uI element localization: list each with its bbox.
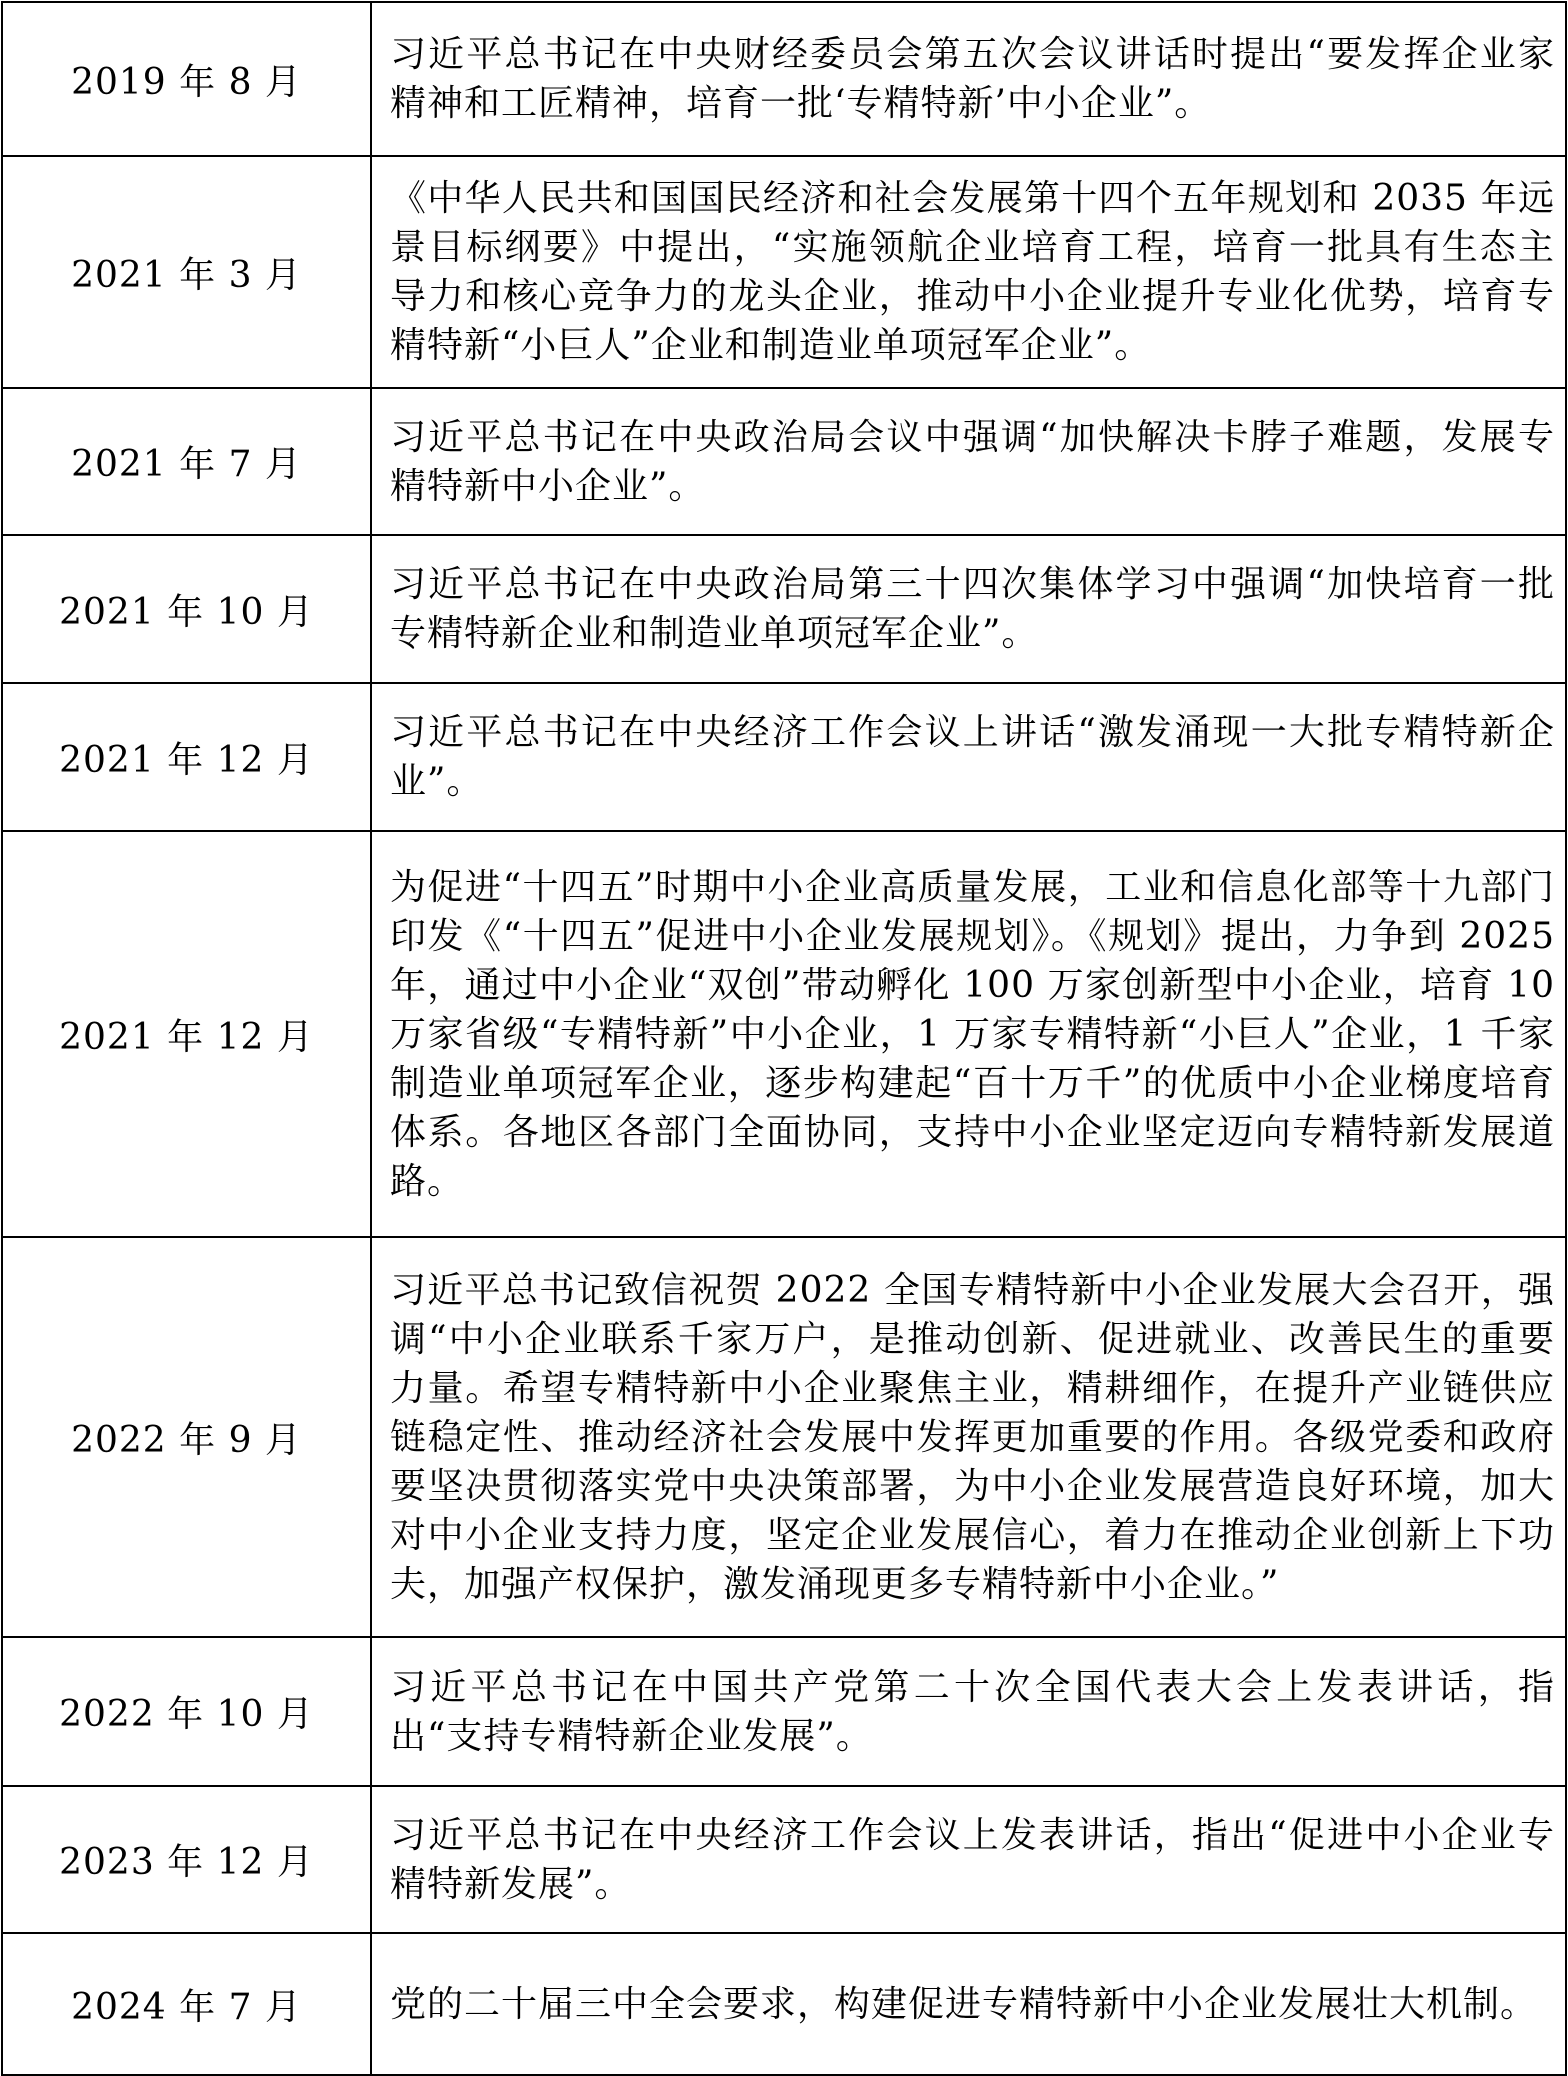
table-row [2, 535, 1566, 683]
date-cell: 2021 年 3 月 [2, 156, 371, 388]
date-cell: 2022 年 9 月 [2, 1237, 371, 1637]
date-cell: 2019 年 8 月 [2, 2, 371, 156]
description-cell: 习近平总书记在中央财经委员会第五次会议讲话时提出“要发挥企业家精神和工匠精神，培育一批‘专精特新’中小企业”。 [371, 2, 1566, 156]
table-row [2, 683, 1566, 831]
date-cell: 2021 年 12 月 [2, 683, 371, 831]
date-cell: 2022 年 10 月 [2, 1637, 371, 1786]
description-cell: 党的二十届三中全会要求，构建促进专精特新中小企业发展壮大机制。 [371, 1933, 1566, 2075]
policy-timeline-table [1, 1, 1567, 2076]
table-row [2, 156, 1566, 388]
description-cell: 习近平总书记在中国共产党第二十次全国代表大会上发表讲话，指出“支持专精特新企业发展”。 [371, 1637, 1566, 1786]
description-cell: 习近平总书记致信祝贺 2022 全国专精特新中小企业发展大会召开，强调“中小企业联系千家万户，是推动创新、促进就业、改善民生的重要力量。希望专精特新中小企业聚焦主业，精耕细作，在提升产业链供应链稳定性、推动经济社会发展中发挥更加重要的作用。各级党委和政府要坚决贯彻落实党中央决策部署，为中小企业发展营造良好环境，加大对中小企业支持力度，坚定企业发展信心，着力在推动企业创新上下功夫，加强产权保护，激发涌现更多专精特新中小企业。” [371, 1237, 1566, 1637]
date-cell: 2021 年 10 月 [2, 535, 371, 683]
table-row [2, 831, 1566, 1237]
date-cell: 2024 年 7 月 [2, 1933, 371, 2075]
description-cell: 习近平总书记在中央经济工作会议上讲话“激发涌现一大批专精特新企业”。 [371, 683, 1566, 831]
table-row [2, 388, 1566, 535]
date-cell: 2021 年 12 月 [2, 831, 371, 1237]
date-cell: 2023 年 12 月 [2, 1786, 371, 1933]
table-row [2, 1637, 1566, 1786]
table-row [2, 2, 1566, 156]
description-cell: 《中华人民共和国国民经济和社会发展第十四个五年规划和 2035 年远景目标纲要》中提出，“实施领航企业培育工程，培育一批具有生态主导力和核心竞争力的龙头企业，推动中小企业提升专业化优势，培育专精特新“小巨人”企业和制造业单项冠军企业”。 [371, 156, 1566, 388]
description-cell: 习近平总书记在中央政治局第三十四次集体学习中强调“加快培育一批专精特新企业和制造业单项冠军企业”。 [371, 535, 1566, 683]
table-row [2, 1786, 1566, 1933]
table-row [2, 1933, 1566, 2075]
table-row [2, 1237, 1566, 1637]
date-cell: 2021 年 7 月 [2, 388, 371, 535]
description-cell: 习近平总书记在中央经济工作会议上发表讲话，指出“促进中小企业专精特新发展”。 [371, 1786, 1566, 1933]
description-cell: 习近平总书记在中央政治局会议中强调“加快解决卡脖子难题，发展专精特新中小企业”。 [371, 388, 1566, 535]
description-cell: 为促进“十四五”时期中小企业高质量发展，工业和信息化部等十九部门印发《“十四五”促进中小企业发展规划》。《规划》提出，力争到 2025 年，通过中小企业“双创”带动孵化 100 万家创新型中小企业，培育 10 万家省级“专精特新”中小企业，1 万家专精特新“小巨人”企业，1 千家制造业单项冠军企业，逐步构建起“百十万千”的优质中小企业梯度培育体系。各地区各部门全面协同，支持中小企业坚定迈向专精特新发展道路。 [371, 831, 1566, 1237]
